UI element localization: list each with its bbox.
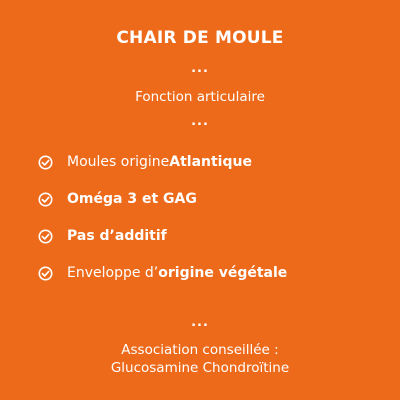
feature-item-4 xyxy=(38,261,287,285)
feature-text-4: Enveloppe d’ xyxy=(67,265,159,281)
association-product: Glucosamine Chondroïtine xyxy=(110,360,290,376)
feature-bold-1: Atlantique xyxy=(169,154,252,170)
feature-item-3 xyxy=(38,224,287,248)
feature-bold-2: Oméga 3 et GAG xyxy=(67,191,197,207)
check-circle-icon xyxy=(38,266,53,281)
feature-bold-4: origine végétale xyxy=(158,265,288,281)
association-block xyxy=(0,341,400,377)
feature-list xyxy=(38,150,287,298)
separator-bottom: ... xyxy=(191,315,209,330)
check-circle-icon xyxy=(38,155,53,170)
check-circle-icon xyxy=(38,229,53,244)
feature-item-1 xyxy=(38,150,287,174)
association-label: Association conseillée : xyxy=(121,342,279,358)
feature-item-2 xyxy=(38,187,287,211)
check-circle-icon xyxy=(38,192,53,207)
product-subtitle: Fonction articulaire xyxy=(135,89,265,105)
feature-bold-3: Pas d’additif xyxy=(67,228,167,244)
separator-top: ... xyxy=(191,61,209,76)
product-title: CHAIR DE MOULE xyxy=(116,28,284,48)
separator-middle: ... xyxy=(191,114,209,129)
feature-text-1: Moules origine xyxy=(67,154,170,170)
